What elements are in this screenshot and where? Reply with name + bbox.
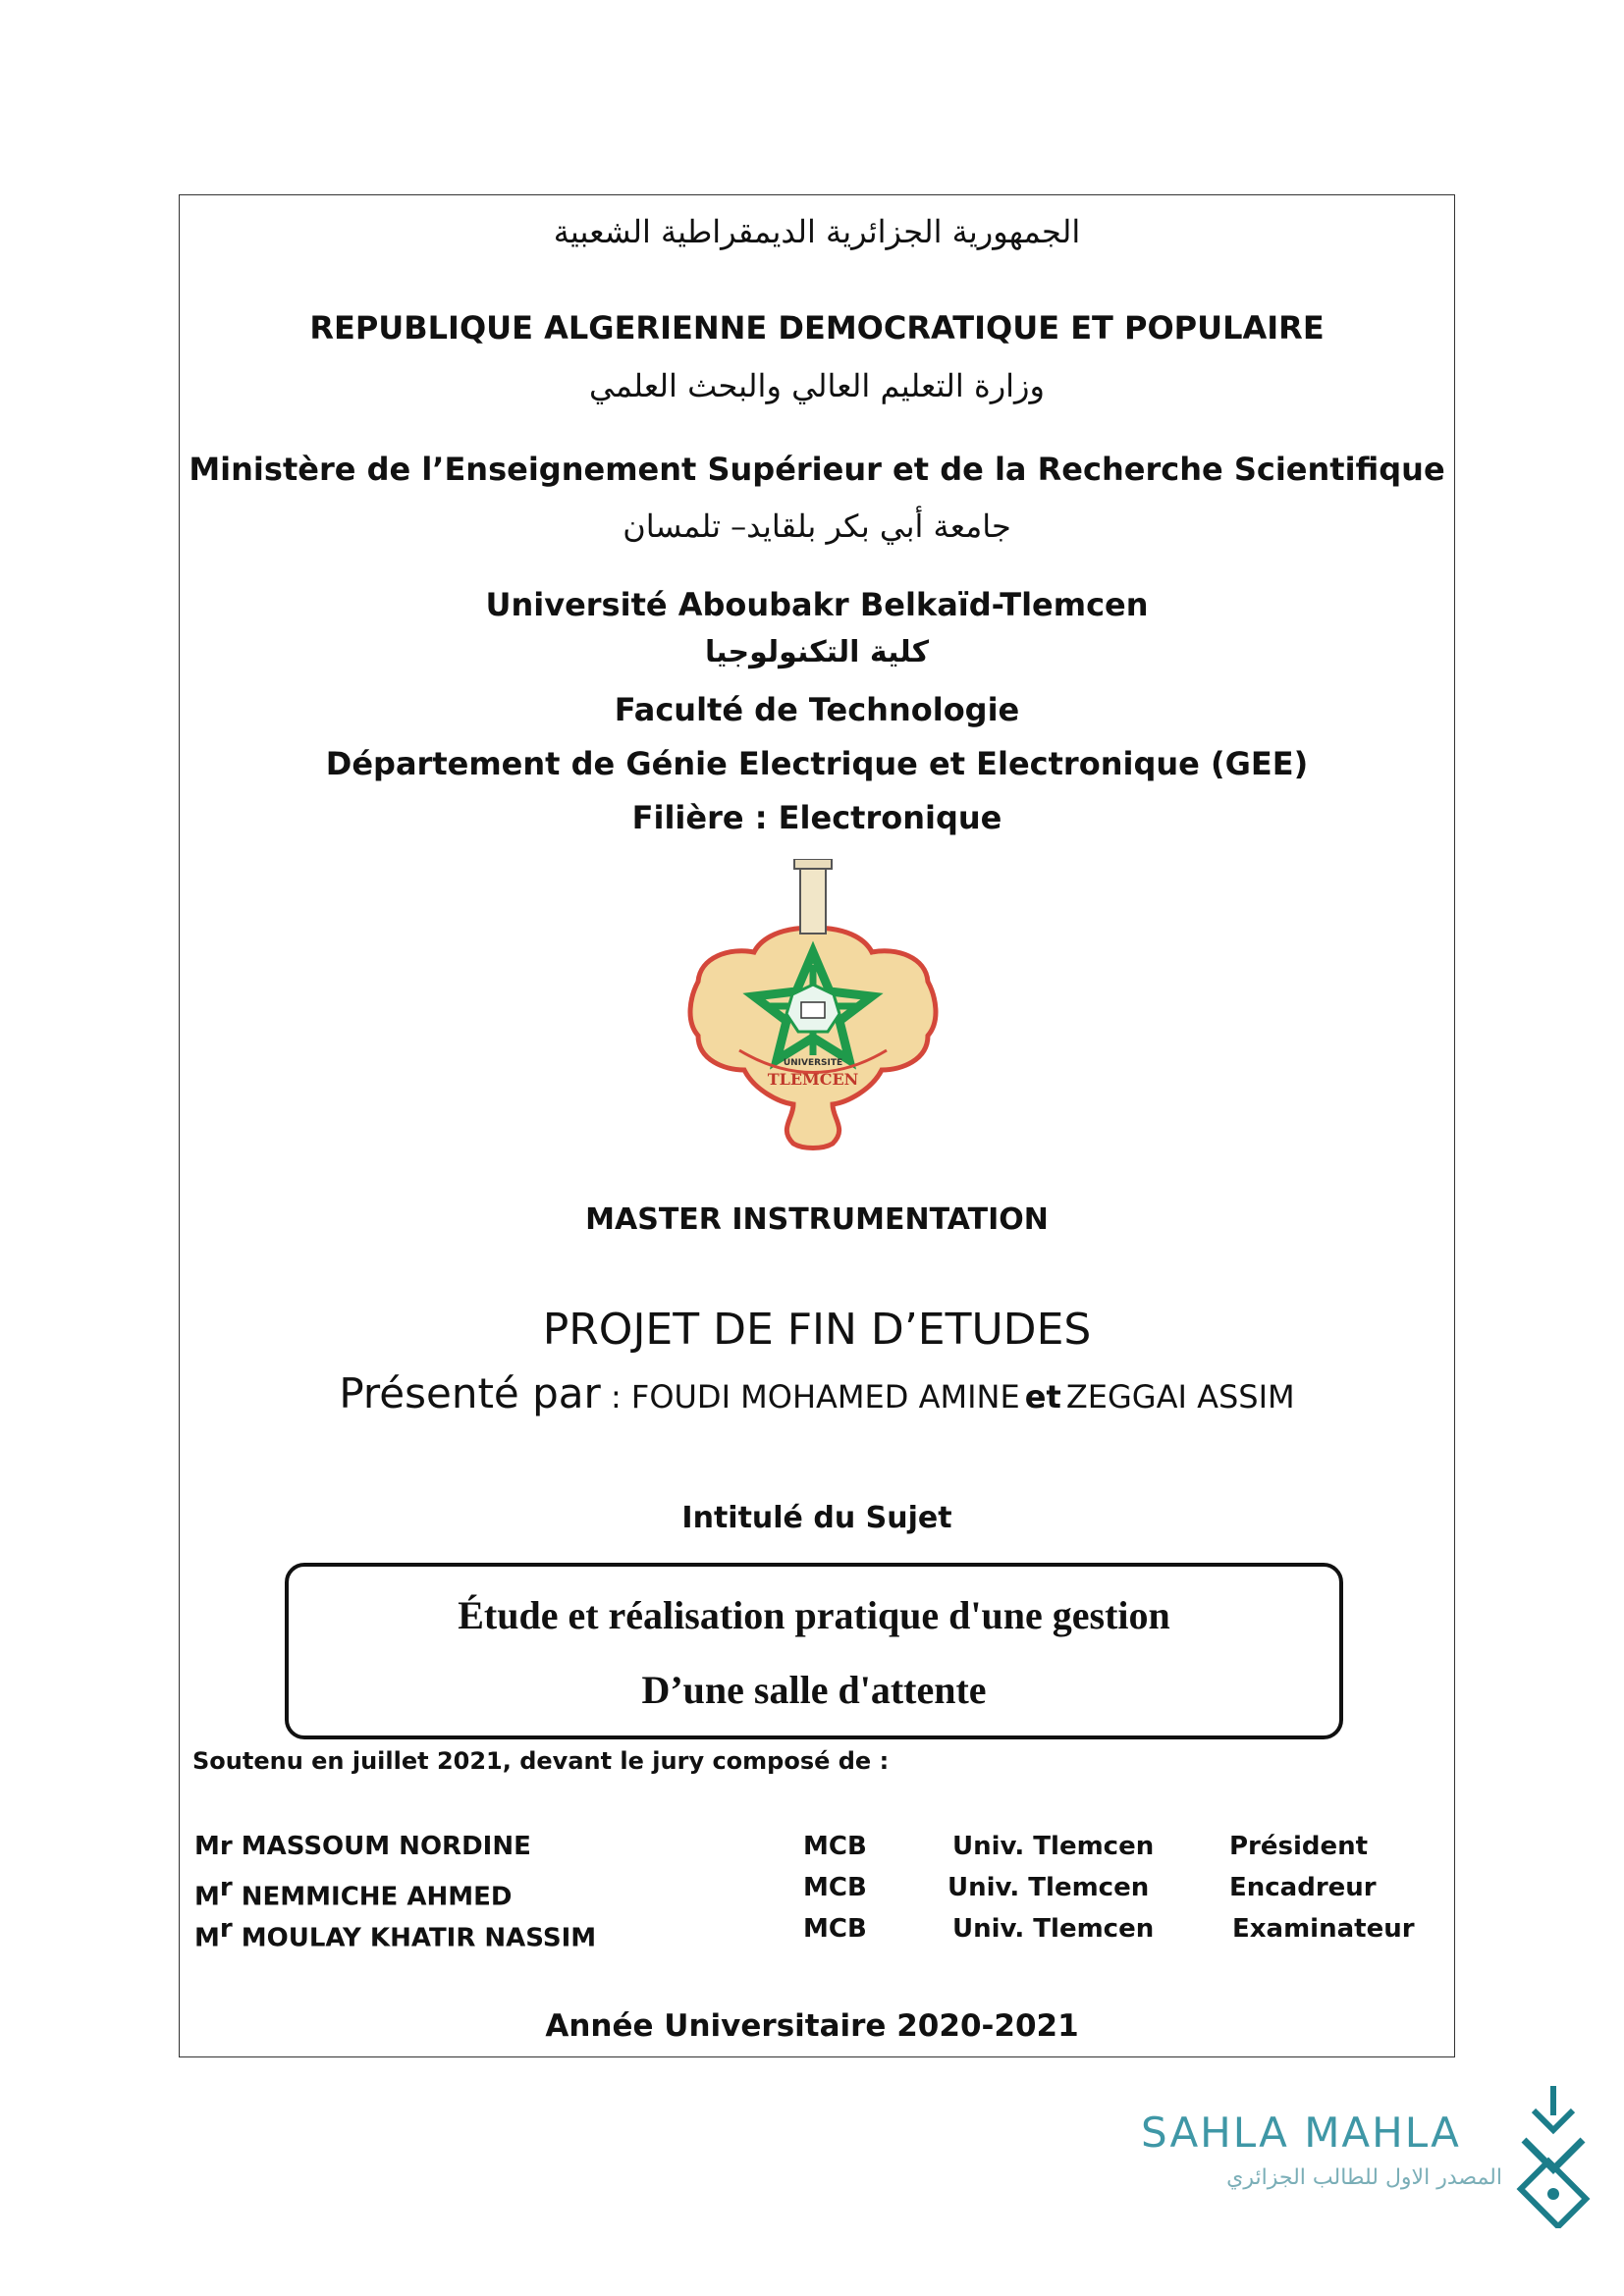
university-logo: [671, 859, 955, 1153]
jury-member-grade: MCB: [803, 1873, 867, 1902]
jury-member-institution: Univ. Tlemcen: [947, 1873, 1150, 1902]
presented-separator: :: [600, 1378, 631, 1415]
sahla-mahla-watermark: [1141, 2081, 1602, 2238]
jury-row: [0, 1832, 1624, 1865]
jury-member-name: Mr MASSOUM NORDINE: [194, 1832, 531, 1861]
cover-frame: [179, 194, 1455, 2057]
subject-line-2: D’une salle d'attente: [641, 1668, 987, 1712]
jury-member-grade: MCB: [803, 1914, 867, 1944]
faculty-title: Faculté de Technologie: [614, 691, 1020, 728]
department-title: Département de Génie Electrique et Electronique (GEE): [325, 745, 1309, 782]
presented-line: [180, 1369, 1454, 1417]
university-title: Université Aboubakr Belkaïd-Tlemcen: [485, 586, 1149, 623]
subject-box: [285, 1563, 1343, 1739]
author-1: FOUDI MOHAMED AMINE: [630, 1378, 1020, 1415]
subject-line-1: Étude et réalisation pratique d'une gestion: [458, 1593, 1170, 1637]
jury-member-institution: Univ. Tlemcen: [952, 1914, 1155, 1944]
jury-row: [0, 1873, 1624, 1912]
jury-row: [0, 1914, 1624, 1953]
project-title: PROJET DE FIN D’ETUDES: [542, 1305, 1092, 1355]
arabic-ministry: وزارة التعليم العالي والبحث العلمي: [589, 367, 1045, 404]
jury-member-institution: Univ. Tlemcen: [952, 1832, 1155, 1861]
program-title: MASTER INSTRUMENTATION: [585, 1202, 1049, 1237]
jury-member-name: Mr MOULAY KHATIR NASSIM: [194, 1914, 597, 1953]
arabic-faculty: كلية التكنولوجيا: [704, 635, 930, 669]
calligraphy-mark-icon: [1509, 2081, 1597, 2228]
arabic-university: جامعة أبي بكر بلقايد– تلمسان: [623, 507, 1011, 545]
watermark-arabic: المصدر الاول للطالب الجزائري: [1226, 2165, 1502, 2190]
defense-statement: Soutenu en juillet 2021, devant le jury composé de :: [192, 1747, 890, 1775]
ministry-title: Ministère de l’Enseignement Supérieur et de la Recherche Scientifique: [189, 451, 1445, 488]
subject-heading: Intitulé du Sujet: [681, 1501, 952, 1535]
filiere-title: Filière : Electronique: [631, 799, 1002, 836]
logo-name-text: TLEMCEN: [767, 1070, 859, 1089]
jury-member-grade: MCB: [803, 1832, 867, 1861]
author-2: ZEGGAI ASSIM: [1065, 1378, 1295, 1415]
logo-tower: [800, 865, 826, 934]
jury-member-role: Président: [1229, 1832, 1369, 1861]
presented-conjunction: et: [1024, 1378, 1061, 1415]
presented-label: Présenté par: [339, 1369, 601, 1417]
jury-member-role: Encadreur: [1229, 1873, 1377, 1902]
republic-title: REPUBLIQUE ALGERIENNE DEMOCRATIQUE ET POPULAIRE: [309, 309, 1325, 347]
jury-member-role: Examinateur: [1232, 1914, 1415, 1944]
watermark-brand: SAHLA MAHLA: [1141, 2109, 1461, 2157]
academic-year: Année Universitaire 2020-2021: [545, 2008, 1079, 2044]
logo-ring-text: UNIVERSITE: [783, 1058, 843, 1068]
jury-member-name: Mr NEMMICHE AHMED: [194, 1873, 513, 1912]
arabic-republic: الجمهورية الجزائرية الديمقراطية الشعبية: [553, 213, 1081, 250]
